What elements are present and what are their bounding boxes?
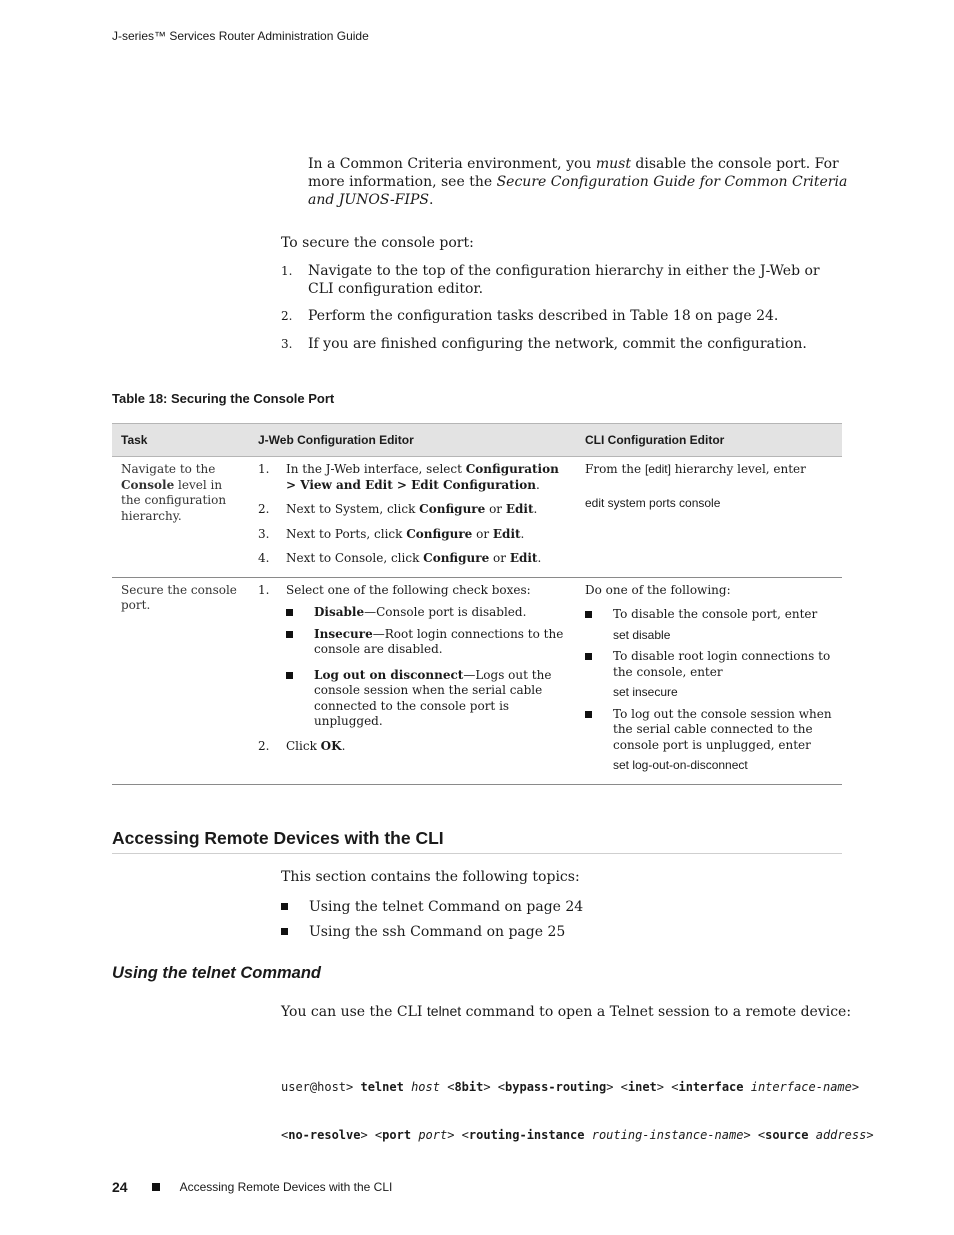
cli-option-text: To log out the console session when the serial cable connected to the console port is unplugged, enter [613,706,832,752]
configure-label: Configure [406,526,473,541]
checkbox-list [258,605,567,730]
step-number: 1. [281,264,293,278]
topic-link-text[interactable]: Using the telnet Command on page 24 [309,899,584,915]
bullet-icon [286,672,293,679]
header-jweb: J-Web Configuration Editor [249,424,576,457]
common-criteria-note [308,155,848,209]
footer-title: Accessing Remote Devices with the CLI [179,1180,393,1194]
bullet-icon [585,653,592,660]
jweb-step-number: 1. [258,462,270,476]
procedure-step [281,308,846,326]
jweb-step-text: Click [286,738,321,753]
checkbox-option [286,627,567,658]
jweb-cell [249,457,576,578]
telnet-description [281,1003,851,1020]
section-heading: Accessing Remote Devices with the CLI [112,828,444,848]
syntax-text: > < [606,1080,628,1094]
syntax-keyword: port [382,1128,412,1142]
syntax-keyword: inet [627,1080,657,1094]
syntax-text [585,1128,592,1142]
bullet-icon [281,903,288,910]
syntax-text: > [851,1080,860,1094]
topic-link[interactable] [281,897,583,917]
page-number: 24 [112,1179,128,1195]
syntax-keyword: 8bit [454,1080,484,1094]
cli-option-text: To disable root login connections to the console, enter [613,649,831,679]
syntax-text: < [281,1128,289,1142]
jweb-step [258,462,567,493]
cli-option [585,607,833,643]
edit-label: Edit [505,502,534,516]
section-intro: This section contains the following topics: [281,869,580,885]
bullet-icon [152,1183,160,1191]
hierarchy-level: [edit] [644,462,671,476]
cli-text: From the [585,462,645,476]
jweb-step-text: . [533,502,538,516]
cli-option [585,707,833,774]
syntax-placeholder: port [418,1128,448,1142]
bullet-icon [281,928,288,935]
syntax-text [404,1080,411,1094]
syntax-placeholder: interface-name [750,1080,852,1094]
note-text: In a Common Criteria environment, you [308,156,596,172]
syntax-text: > < [447,1128,469,1142]
syntax-keyword: interface [678,1080,744,1094]
jweb-step-number: 4. [258,551,270,565]
jweb-step [258,739,567,755]
syntax-keyword: no-resolve [288,1128,361,1142]
bullet-icon [585,711,592,718]
jweb-step-text: . [520,526,525,541]
header-task: Task [112,424,249,457]
section-divider [112,853,842,854]
cli-command: set log-out-on-disconnect [613,758,748,772]
telnet-command-name: telnet [426,1003,462,1019]
page-footer [112,1179,392,1195]
task-cell [112,457,249,578]
checkbox-description: —Logs out the console session when the serial cable connected to the console port is unplugged. [314,667,552,728]
checkbox-name: Insecure [314,626,373,641]
jweb-step-number: 1. [258,582,270,597]
cli-command: edit system ports console [585,495,721,510]
checkbox-name: Disable [314,605,365,619]
jweb-step-text: Next to System, click [286,502,420,516]
guide-title: Secure Configuration Guide for Common Criteria and JUNOS-FIPS [308,174,848,208]
syntax-text: < [439,1080,455,1094]
jweb-step [258,527,567,543]
jweb-step-text: Select one of the following check boxes: [286,582,531,597]
console-port-table [112,423,842,785]
edit-label: Edit [492,526,521,541]
jweb-step-text: . [537,551,542,565]
task-bold: Console [121,477,175,492]
cli-option-text: To disable the console port, enter [613,607,818,621]
syntax-line [281,1127,874,1143]
jweb-step-text: or [485,502,506,516]
syntax-text: > < [743,1128,766,1142]
telnet-syntax-block [281,1047,874,1159]
cli-instruction [585,462,833,478]
checkbox-description: —Console port is disabled. [364,605,527,619]
jweb-step-number: 2. [258,738,270,753]
step-text: If you are finished configuring the network, commit the configuration. [308,335,807,352]
jweb-step-text: . [536,477,540,492]
syntax-placeholder: address [815,1128,867,1142]
table-row [112,457,842,578]
cli-option [585,649,833,701]
step-text: Navigate to the top of the configuration hierarchy in either the J-Web or CLI configuration editor. [308,263,820,297]
cli-command: set insecure [613,685,678,699]
cli-intro: Do one of the following: [585,582,731,597]
ok-label: OK [320,738,342,753]
menu-path: Configuration > View and Edit > Edit Configuration [286,462,559,492]
jweb-step-text: or [489,551,510,565]
syntax-placeholder: routing-instance-name [591,1128,744,1142]
jweb-step-number: 3. [258,526,270,541]
jweb-step-text: or [472,526,493,541]
table-caption: Table 18: Securing the Console Port [112,391,335,406]
topic-list [281,897,583,947]
syntax-keyword: telnet [360,1080,404,1094]
configure-label: Configure [423,551,490,565]
jweb-step-text: Next to Console, click [286,551,424,565]
syntax-text: > < [483,1080,506,1094]
checkbox-option [286,668,567,730]
configure-label: Configure [419,502,486,516]
cli-command: set disable [613,627,671,642]
syntax-text: > < [656,1080,679,1094]
checkbox-name: Log out on disconnect [314,667,464,682]
jweb-step [258,502,567,518]
jweb-step-text: In the J-Web interface, select [286,462,466,476]
topic-link[interactable] [281,922,583,942]
note-text: disable the console port. For more information, see the [308,156,839,190]
procedure-step [281,263,846,298]
jweb-step-text: . [341,738,346,753]
cli-cell [576,577,842,784]
procedure-intro: To secure the console port: [281,235,474,251]
jweb-step-text: Next to Ports, click [286,526,407,541]
subsection-heading: Using the telnet Command [112,964,322,982]
task-text: Navigate to the [121,462,216,476]
syntax-line [281,1079,874,1095]
syntax-keyword: routing-instance [468,1128,585,1142]
cli-cell [576,457,842,578]
syntax-text [809,1128,816,1142]
syntax-text: user@host> [281,1080,361,1094]
cli-text: hierarchy level, enter [670,462,806,476]
checkbox-option [286,605,567,621]
para-text: command to open a Telnet session to a remote device: [461,1004,852,1020]
table-header-row [112,424,842,457]
syntax-keyword: source [765,1128,809,1142]
header-cli: CLI Configuration Editor [576,424,842,457]
jweb-step [258,583,567,599]
bullet-icon [286,609,293,616]
task-text: level in the configuration hierarchy. [121,477,227,523]
step-number: 2. [281,309,293,323]
syntax-placeholder: host [411,1080,440,1094]
procedure-step [281,336,846,354]
note-emphasis: must [595,156,631,172]
task-cell: Secure the console port. [112,577,249,784]
jweb-step [258,551,567,567]
running-header: J-series™ Services Router Administration Guide [112,29,369,43]
table-row [112,577,842,784]
edit-label: Edit [509,551,538,565]
step-number: 3. [281,336,293,351]
checkbox-description: —Root login connections to the console are disabled. [314,626,564,656]
jweb-cell [249,577,576,784]
step-text: Perform the configuration tasks described in Table 18 on page 24. [308,308,779,324]
syntax-text: > < [360,1128,383,1142]
para-text: You can use the CLI [281,1004,427,1020]
syntax-text [744,1080,751,1094]
topic-link-text[interactable]: Using the ssh Command on page 25 [309,924,566,940]
bullet-icon [286,631,293,638]
jweb-step-number: 2. [258,502,270,516]
syntax-keyword: bypass-routing [505,1080,607,1094]
bullet-icon [585,611,592,618]
syntax-text: > [866,1128,874,1142]
note-text: . [429,192,434,208]
procedure-steps [281,263,846,363]
